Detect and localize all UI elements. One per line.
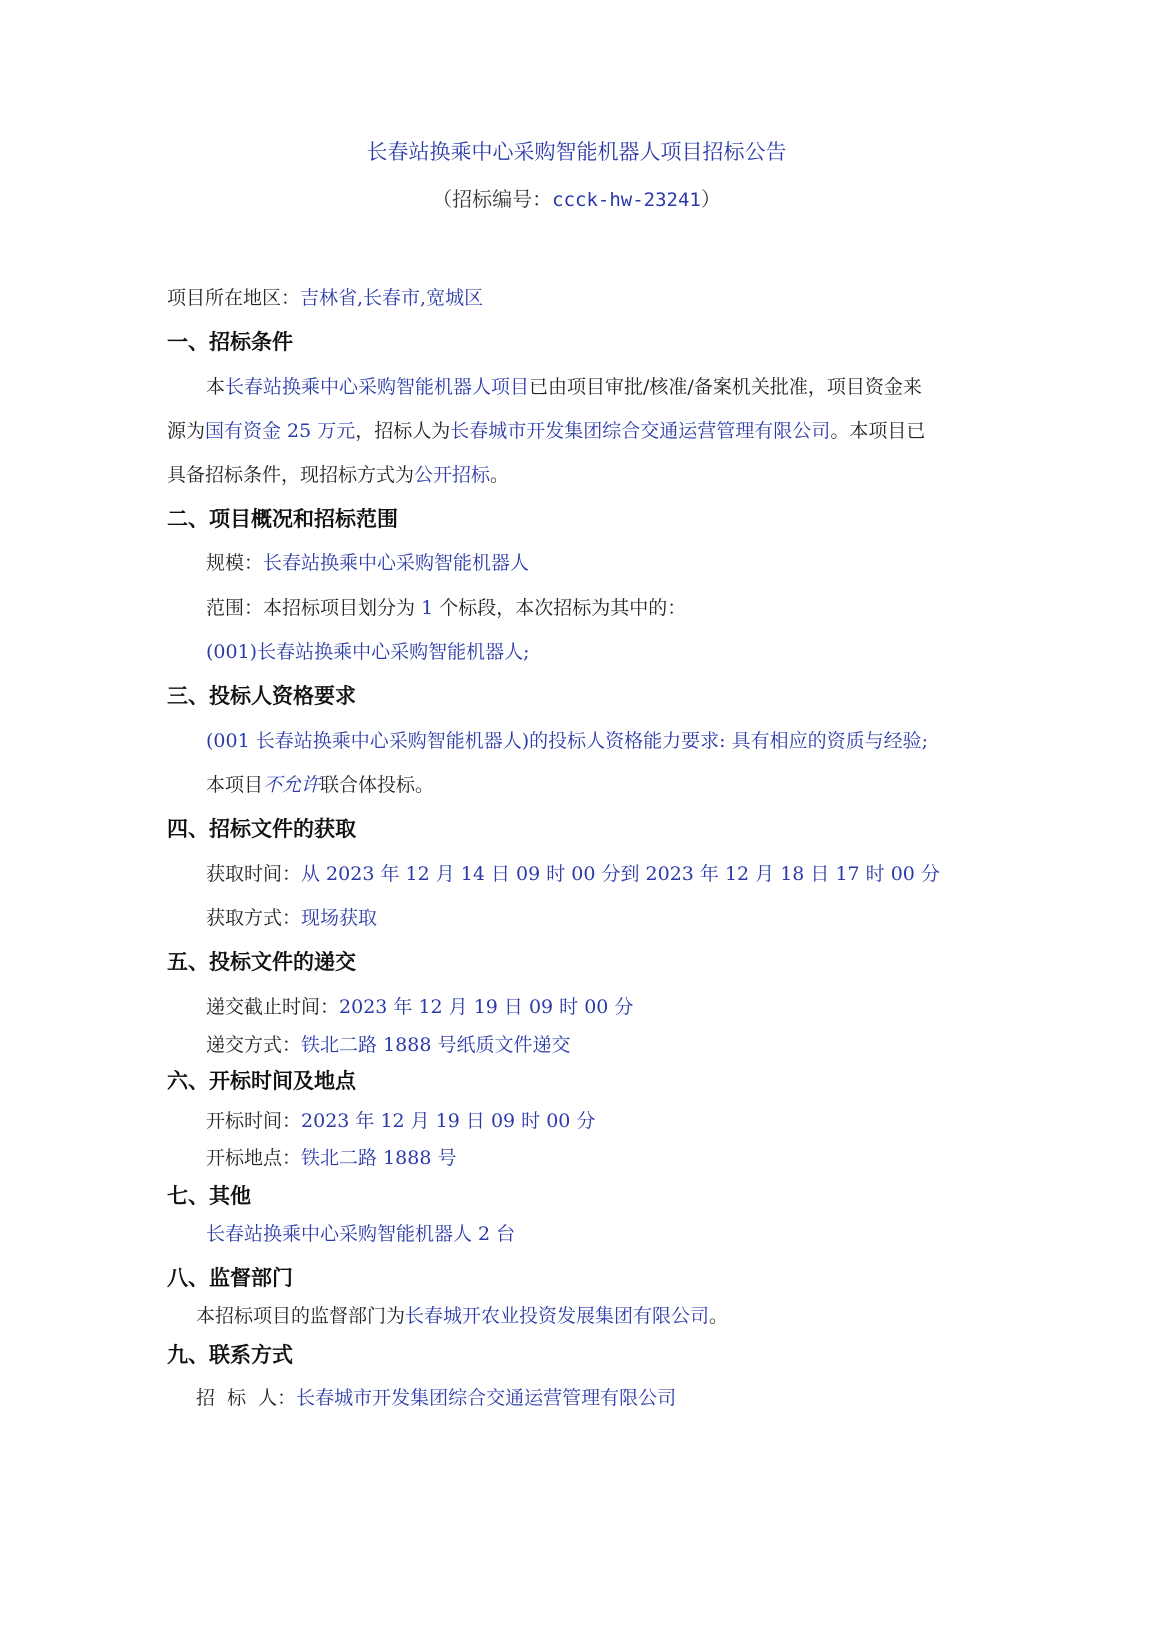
opening-time-value: 2023 年 12 月 19 日 09 时 00 分	[301, 1110, 596, 1132]
location-value: 吉林省,长春市,宽城区	[300, 287, 484, 309]
s1-p3-text-2: 。	[490, 464, 510, 486]
opening-place-value: 铁北二路 1888 号	[301, 1147, 457, 1169]
contact-tenderer-value: 长春城市开发集团综合交通运营管理有限公司	[296, 1387, 677, 1409]
section-heading-4: 四、招标文件的获取	[167, 817, 356, 841]
section-heading-2: 二、项目概况和招标范围	[167, 507, 398, 531]
tender-number	[0, 183, 1153, 212]
section-heading-5: 五、投标文件的递交	[167, 950, 356, 974]
joint-not-allowed: 不允许	[263, 774, 321, 796]
project-location	[167, 283, 483, 310]
s1-para-line-1	[206, 372, 922, 399]
joint-text-2: 联合体投标。	[320, 774, 435, 796]
location-label: 项目所在地区：	[167, 287, 301, 309]
supervision-text-2: 。	[709, 1305, 729, 1327]
supervision-line	[196, 1301, 728, 1328]
scale-value: 长春站换乘中心采购智能机器人	[263, 552, 530, 574]
submit-deadline-value: 2023 年 12 月 19 日 09 时 00 分	[339, 996, 634, 1018]
supervision-text: 本招标项目的监督部门为	[196, 1305, 406, 1327]
range-text: 范围：本招标项目划分为	[206, 597, 416, 619]
section-heading-9: 九、联系方式	[167, 1343, 293, 1367]
section-heading-6: 六、开标时间及地点	[167, 1069, 356, 1093]
project-name: 长春站换乘中心采购智能机器人项目	[225, 376, 530, 398]
obtain-method-value: 现场获取	[301, 907, 378, 929]
qualification-requirement: (001 长春站换乘中心采购智能机器人)的投标人资格能力要求: 具有相应的资质与经验;	[206, 730, 928, 752]
scale-label: 规模：	[206, 552, 264, 574]
joint-bid-line	[206, 770, 434, 797]
obtain-time-line	[206, 859, 940, 886]
s1-p2-text-3: 。本项目已	[830, 420, 926, 442]
opening-time-label: 开标时间：	[206, 1110, 302, 1132]
s1-p1-text-2: 已由项目审批/核准/备案机关批准，项目资金来	[529, 376, 922, 398]
range-text-2: 个标段，本次招标为其中的：	[439, 597, 687, 619]
supervision-dept: 长春城开农业投资发展集团有限公司	[405, 1305, 710, 1327]
submit-deadline-line	[206, 992, 633, 1019]
section-heading-8: 八、监督部门	[167, 1266, 293, 1290]
lot-item: (001)长春站换乘中心采购智能机器人;	[206, 641, 530, 663]
opening-place-label: 开标地点：	[206, 1147, 302, 1169]
tenderer-name: 长春城市开发集团综合交通运营管理有限公司	[450, 420, 831, 442]
obtain-method-label: 获取方式：	[206, 907, 302, 929]
tender-number-label: （招标编号：	[432, 187, 553, 211]
s1-p1-text: 本	[206, 376, 226, 398]
submit-method-label: 递交方式：	[206, 1034, 302, 1056]
s1-para-line-3	[167, 460, 509, 487]
opening-place-line	[206, 1143, 456, 1170]
other-info: 长春站换乘中心采购智能机器人 2 台	[206, 1223, 516, 1245]
section-heading-3: 三、投标人资格要求	[167, 684, 356, 708]
tender-method: 公开招标	[414, 464, 491, 486]
s1-p2-text: 源为	[167, 420, 206, 442]
obtain-method-line	[206, 903, 377, 930]
s1-p3-text: 具备招标条件，现招标方式为	[167, 464, 415, 486]
lot-count: 1	[421, 597, 434, 619]
opening-time-line	[206, 1106, 595, 1133]
tender-number-code: ccck-hw-23241	[552, 189, 701, 211]
section-heading-1: 一、招标条件	[167, 330, 293, 354]
s1-p2-text-2: ，招标人为	[355, 420, 451, 442]
submit-deadline-label: 递交截止时间：	[206, 996, 340, 1018]
contact-tenderer-label: 招 标 人：	[196, 1387, 297, 1409]
contact-tenderer-line	[196, 1383, 676, 1410]
submit-method-line	[206, 1030, 570, 1057]
submit-method-value: 铁北二路 1888 号纸质文件递交	[301, 1034, 571, 1056]
s1-para-line-2	[167, 416, 925, 443]
section-heading-7: 七、其他	[167, 1184, 251, 1208]
tender-number-close: ）	[700, 187, 721, 211]
joint-text: 本项目	[206, 774, 264, 796]
fund-source: 国有资金 25 万元	[205, 420, 356, 442]
obtain-time-label: 获取时间：	[206, 863, 302, 885]
document-title: 长春站换乘中心采购智能机器人项目招标公告	[366, 140, 787, 164]
scale-line	[206, 548, 529, 575]
range-line	[206, 593, 686, 620]
obtain-time-value: 从 2023 年 12 月 14 日 09 时 00 分到 2023 年 12 月 18 日 17 时 00 分	[301, 863, 940, 885]
